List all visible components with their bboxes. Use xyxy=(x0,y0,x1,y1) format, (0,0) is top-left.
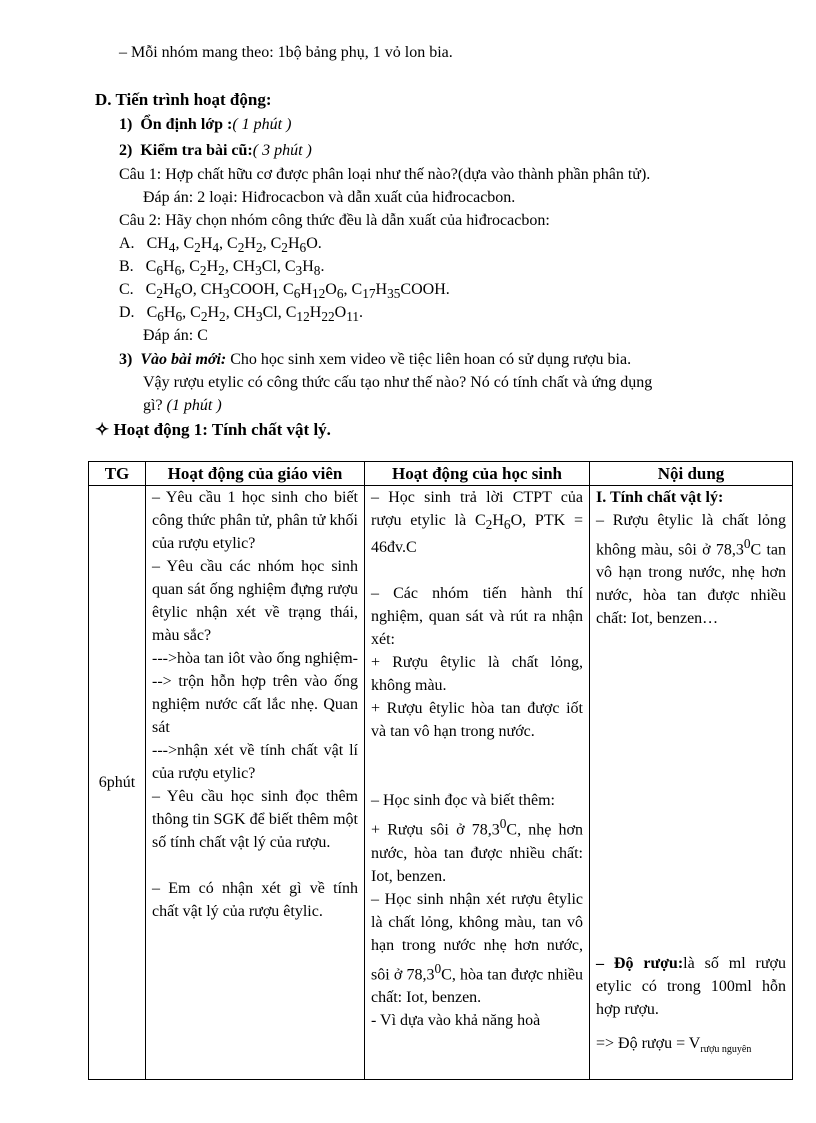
section-d-heading: D. Tiến trình hoạt động: xyxy=(95,90,272,109)
header-student: Hoạt động của học sinh xyxy=(365,462,590,486)
diamond-bullet-icon: ✧ xyxy=(95,420,110,439)
teacher-activity-6: – Em có nhận xét gì về tính chất vật lý của rượu êtylic. xyxy=(152,880,358,920)
question-1: Câu 1: Hợp chất hữu cơ được phân loại như thế nào?(dựa vào thành phần phân tử). xyxy=(119,166,651,183)
step-3-line-2: Vậy rượu etylic có công thức cấu tạo như thế nào? Nó có tính chất và ứng dụng xyxy=(143,374,653,391)
step-2-label: Kiểm tra bài cũ: xyxy=(140,142,253,159)
content-physical-properties: – Rượu êtylic là chất lỏng không màu, sôi ở 78,3$^0$C tan vô hạn trong nước, nhẹ hơn nước, hòa tan được nhiều chất: Iot, benzen… xyxy=(596,512,787,628)
step-3-line-3: gì? (1 phút ) xyxy=(143,397,222,414)
header-content: Nội dung xyxy=(590,462,793,486)
teacher-activity-4: --->nhận xét về tính chất vật lí của rượu etylic? xyxy=(152,742,358,782)
student-activity-4: + Rượu êtylic hòa tan được iốt và tan vô hạn trong nước. xyxy=(371,700,583,741)
question-2-answer: Đáp án: C xyxy=(143,327,208,344)
option-a: A. $CH_4$, $C_2H_4$, $C_2H_2$, $C_2H_6O$. xyxy=(119,235,322,256)
step-1: 1) Ổn định lớp :( 1 phút ) xyxy=(119,116,292,133)
teacher-cell xyxy=(146,486,365,1080)
student-activity-1: – Học sinh trả lời CTPT của rượu etylic là $C_2H_6O$, PTK = 46đv.C xyxy=(371,489,583,557)
student-activity-5: – Học sinh đọc và biết thêm: xyxy=(371,792,555,810)
step-3-time: (1 phút ) xyxy=(162,397,222,414)
option-b: B. $C_6H_6$, $C_2H_2$, $CH_3Cl$, $C_3H_8$. xyxy=(119,258,325,279)
step-1-label: Ổn định lớp : xyxy=(140,116,233,133)
table-row xyxy=(89,486,793,1080)
option-c: C. $C_2H_6O$, $CH_3COOH$, $C_6H_{12}O_6$, $C_{17}H_{35}COOH$. xyxy=(119,281,450,302)
question-1-answer: Đáp án: 2 loại: Hiđrocacbon và dẫn xuất của hiđrocacbon. xyxy=(143,189,516,206)
student-cell xyxy=(365,486,590,1080)
activity-1-title: ✧ Hoạt động 1: Tính chất vật lý. xyxy=(95,420,331,439)
student-activity-2: – Các nhóm tiến hành thí nghiệm, quan sát và rút ra nhận xét: xyxy=(371,585,583,649)
step-2-time: ( 3 phút ) xyxy=(252,142,312,159)
content-alcohol-formula: => Độ rượu = $V_{rượu nguyên}$ xyxy=(596,1035,752,1056)
content-cell xyxy=(590,486,793,1080)
student-activity-6: + Rượu sôi ở 78,3$^0$C, nhẹ hơn nước, hòa tan được nhiều chất: Iot, benzen. xyxy=(371,816,583,885)
table-header-row xyxy=(89,462,793,486)
step-3: 3) Vào bài mới: Cho học sinh xem video về tiệc liên hoan có sử dụng rượu bia. xyxy=(119,351,632,368)
materials-line: – Mỗi nhóm mang theo: 1bộ bảng phụ, 1 vỏ lon bia. xyxy=(119,44,453,61)
header-tg: TG xyxy=(89,462,146,486)
option-d: D. $C_6H_6$, $C_2H_2$, $CH_3Cl$, $C_{12}H_{22}O_{11}$. xyxy=(119,304,364,325)
step-3-label: Vào bài mới: xyxy=(140,351,227,368)
student-activity-8: - Vì dựa vào khả năng hoà xyxy=(371,1011,541,1029)
student-activity-7: – Học sinh nhận xét rượu êtylic là chất lỏng, không màu, tan vô hạn trong nước nhẹ hơn nước, sôi ở 78,3$^0$C, hòa tan được nhiều chất: Iot, benzen. xyxy=(371,890,583,1006)
teacher-activity-2: – Yêu cầu các nhóm học sinh quan sát ống nghiệm đựng rượu êtylic nhận xét về trạng thái, màu sắc? xyxy=(152,558,358,644)
header-teacher: Hoạt động của giáo viên xyxy=(146,462,365,486)
content-alcohol-degree: – Độ rượu:là số ml rượu etylic có trong 100ml hỗn hợp rượu. xyxy=(596,955,786,1019)
student-activity-3: + Rượu êtylic là chất lỏng, không màu. xyxy=(371,654,583,695)
step-2: 2) Kiểm tra bài cũ:( 3 phút ) xyxy=(119,142,312,159)
question-2: Câu 2: Hãy chọn nhóm công thức đều là dẫn xuất của hiđrocacbon: xyxy=(119,212,550,229)
content-title: I. Tính chất vật lý: xyxy=(596,489,724,506)
activity-table xyxy=(88,461,793,1080)
teacher-activity-5: – Yêu cầu học sinh đọc thêm thông tin SGK để biết thêm một số tính chất vật lý của rượu. xyxy=(152,788,358,851)
step-1-time: ( 1 phút ) xyxy=(232,116,292,133)
teacher-activity-1: – Yêu cầu 1 học sinh cho biết công thức phân tử, phân tử khối của rượu etylic? xyxy=(152,489,358,552)
time-cell: 6phút xyxy=(89,486,146,1080)
teacher-activity-3: --->hòa tan iôt vào ống nghiệm---> trộn hỗn hợp trên vào ống nghiệm nước cất lắc nhẹ. Quan sát xyxy=(152,650,358,736)
